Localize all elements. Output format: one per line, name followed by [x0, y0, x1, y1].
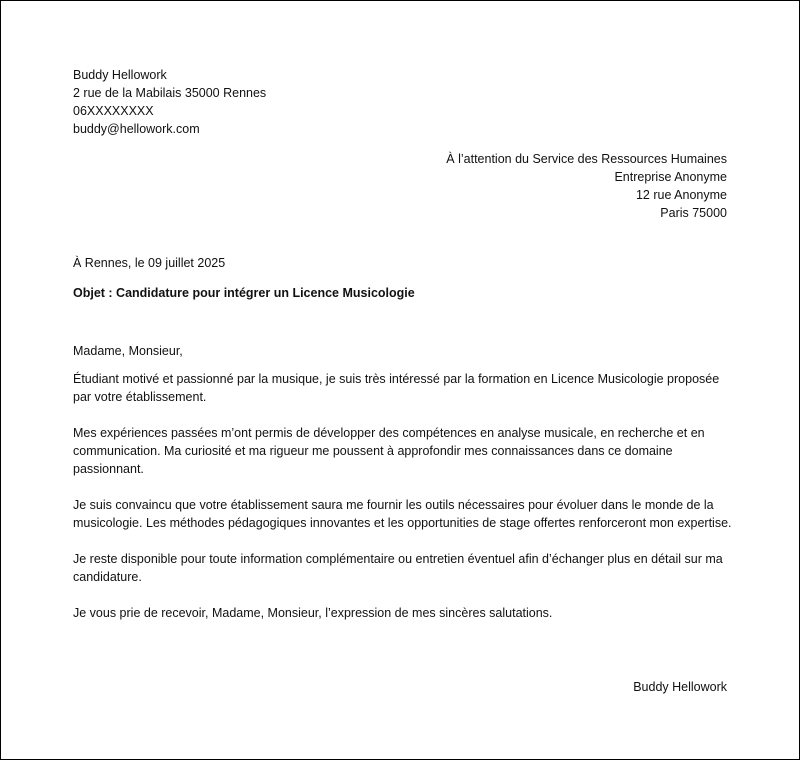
paragraph-availability: Je reste disponible pour toute information complémentaire ou entretien éventuel afin d’échanger plus en détail sur ma candidature.: [73, 552, 723, 584]
salutation: Madame, Monsieur,: [73, 344, 183, 358]
sender-email: buddy@hellowork.com: [73, 122, 200, 136]
recipient-city: Paris 75000: [660, 206, 727, 220]
paragraph-intro: Étudiant motivé et passionné par la musique, je suis très intéressé par la formation en Licence Musicologie proposée par votre établissement.: [73, 372, 720, 404]
recipient-company: Entreprise Anonyme: [614, 170, 727, 184]
sender-block: [73, 66, 473, 138]
letter-body: [73, 342, 733, 640]
letter-subject: Objet : Candidature pour intégrer un Licence Musicologie: [73, 286, 415, 300]
place-date: À Rennes, le 09 juillet 2025: [73, 256, 226, 270]
sender-name: Buddy Hellowork: [73, 68, 167, 82]
recipient-block: [307, 150, 727, 222]
paragraph-closing: Je vous prie de recevoir, Madame, Monsieur, l’expression de mes sincères salutations.: [73, 606, 553, 620]
paragraph-motivation: Je suis convaincu que votre établissement saura me fournir les outils nécessaires pour évoluer dans le monde de la musicologie. Les méthodes pédagogiques innovantes et les opportunities de stage offertes renforceront mon expertise.: [73, 498, 732, 530]
recipient-street: 12 rue Anonyme: [635, 188, 727, 202]
signature: Buddy Hellowork: [633, 680, 727, 694]
recipient-attention: À l’attention du Service des Ressources Humaines: [446, 152, 727, 166]
sender-address: 2 rue de la Mabilais 35000 Rennes: [73, 86, 267, 100]
sender-phone: 06XXXXXXXX: [73, 104, 154, 118]
paragraph-experience: Mes expériences passées m’ont permis de développer des compétences en analyse musicale, en recherche et en communication. Ma curiosité et ma rigueur me poussent à approfondir mes connaissances dans ce domaine passionnant.: [73, 426, 705, 476]
